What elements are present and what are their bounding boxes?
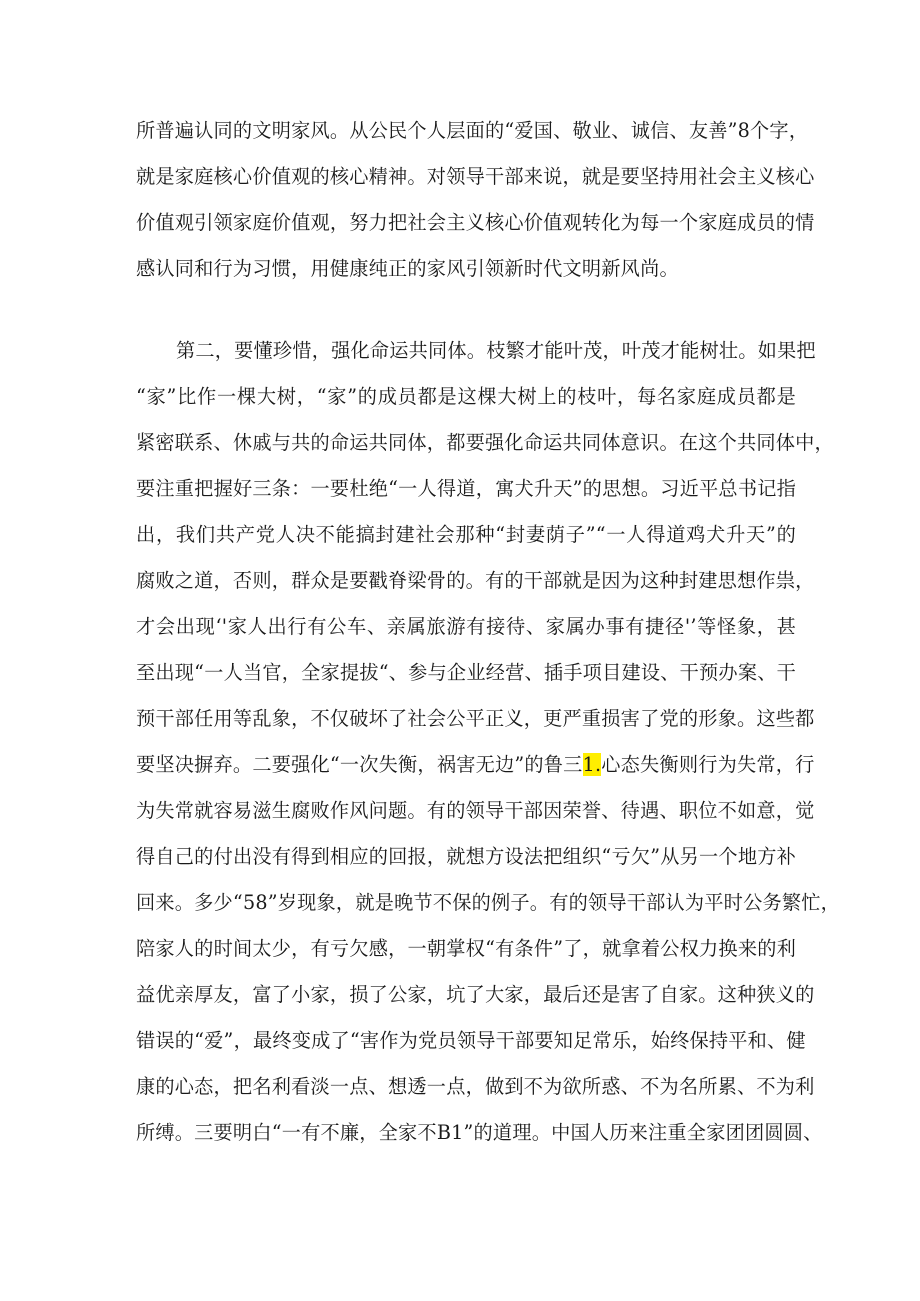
- text-line-16: 得自己的付出没有得到相应的回报，就想方设法把组织“亏欠”从另一个地方补: [136, 845, 796, 868]
- text-line-17: 回来。多少“58”岁现象，就是晚节不保的例子。有的领导干部认为平时公务繁忙，: [136, 891, 841, 914]
- highlight-mark: 1.: [582, 753, 602, 776]
- text-line-8: 要注重把握好三条：一要杜绝“一人得道，寓犬升天”的思想。习近平总书记指: [136, 477, 796, 500]
- text-line-14-lead: 要坚决摒弃。二要强化“一次失衡，祸害无边”的鲁三: [136, 753, 583, 776]
- text-line-5: 第二，要懂珍惜，强化命运共同体。枝繁才能叶茂，叶茂才能树壮。如果把: [176, 339, 816, 362]
- text-line-2: 就是家庭核心价值观的核心精神。对领导干部来说，就是要坚持用社会主义核心: [136, 165, 815, 188]
- text-line-13: 预干部任用等乱象，不仅破坏了社会公平正义，更严重损害了党的形象。这些都: [136, 707, 815, 730]
- text-line-12: 至出现“一人当官，全家提拔“、参与企业经营、插手项目建设、干预办案、干: [136, 661, 796, 684]
- text-line-9: 出，我们共产党人决不能搞封建社会那种“封妻荫子”“一人得道鸡犬升天”的: [136, 523, 796, 546]
- text-line-14: [136, 747, 815, 783]
- text-line-10: 腐败之道，否则，群众是要戳脊梁骨的。有的干部就是因为这种封建思想作祟，: [136, 569, 815, 592]
- text-line-14-tail: 心态失衡则行为失常，行: [601, 753, 815, 776]
- text-line-4: 感认同和行为习惯，用健康纯正的家风引领新时代文明新风尚。: [136, 257, 679, 280]
- text-line-22: 所缚。三要明白“一有不廉，全家不B1”的道理。中国人历来注重全家团团圆圆、: [136, 1121, 823, 1144]
- text-line-3: 价值观引领家庭价值观，努力把社会主义核心价值观转化为每一个家庭成员的情: [136, 211, 815, 234]
- text-line-1: 所普遍认同的文明家风。从公民个人层面的“爱国、敬业、诚信、友善”8个字，: [136, 119, 809, 142]
- text-line-15: 为失常就容易滋生腐败作风问题。有的领导干部因荣誉、待遇、职位不如意，觉: [136, 799, 815, 822]
- text-line-18: 陪家人的时间太少，有亏欠感，一朝掌权“有条件”了，就拿着公权力换来的利: [136, 937, 796, 960]
- text-line-21: 康的心态，把名利看淡一点、想透一点，做到不为欲所惑、不为名所累、不为利: [136, 1075, 815, 1098]
- text-line-19: 益优亲厚友，富了小家，损了公家，坑了大家，最后还是害了自家。这种狭义的: [136, 983, 815, 1006]
- text-line-20: 错误的“爱”，最终变成了“害作为党员领导干部要知足常乐，始终保持平和、健: [136, 1029, 806, 1052]
- text-line-7: 紧密联系、休戚与共的命运共同体，都要强化命运共同体意识。在这个共同体中，: [136, 431, 834, 454]
- text-line-11: 才会出现‘'家人出行有公车、亲属旅游有接待、家属办事有捷径'’等怪象，甚: [136, 615, 796, 638]
- text-line-6: “家”比作一棵大树，“家”的成员都是这棵大树上的枝叶，每名家庭成员都是: [136, 385, 796, 408]
